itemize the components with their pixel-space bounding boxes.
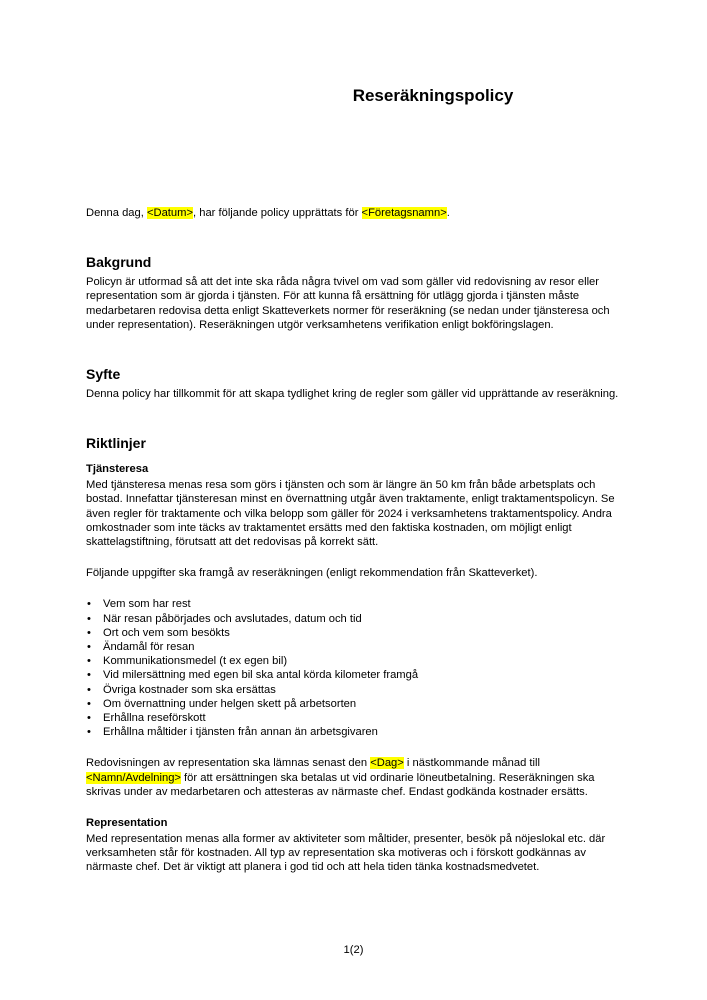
- bullet-icon: •: [87, 655, 91, 668]
- bullet-icon: •: [87, 641, 91, 654]
- tjansteresa-text: Med tjänsteresa menas resa som görs i tjänsten och som är längre än 50 km från både arbetsplats och bostad. Innefattar tjänsteresan minst en övernattning utgår även traktamente, enligt traktamentspolicyn. Se även regler för traktamente och vilka belopp som gäller för 2024 i verksamhetens traktamentspolicy. Andra omkostnader som inte täcks av traktamentet ersätts med den faktiska kostnaden, om möjligt enligt skattelagstiftning, förutsatt att det redovisas på korrekt sätt.: [86, 479, 615, 549]
- section-heading-syfte: Syfte: [86, 366, 121, 383]
- bullet-icon: •: [87, 712, 91, 725]
- intro-text: Denna dag,: [86, 207, 147, 219]
- list-item: • Erhållna reseförskott: [87, 712, 206, 725]
- list-intro: Följande uppgifter ska framgå av reseräkningen (enligt rekommendation från Skatteverket).: [86, 567, 538, 580]
- list-item: • Ort och vem som besökts: [87, 626, 230, 639]
- bullet-icon: •: [87, 697, 91, 710]
- bullet-icon: •: [87, 598, 91, 611]
- list-item: • Kommunikationsmedel (t ex egen bil): [87, 655, 288, 668]
- intro-text: , har följande policy upprättats för: [193, 207, 362, 219]
- redovisning-text: i nästkommande månad till: [403, 757, 540, 770]
- requirements-list: [86, 597, 621, 739]
- day-placeholder: <Dag>: [370, 757, 404, 770]
- bullet-icon: •: [87, 683, 91, 696]
- list-item: • Om övernattning under helgen skett på arbetsorten: [87, 697, 357, 710]
- document-body: [86, 206, 621, 875]
- redovisning-text: Redovisningen av representation ska lämnas senast den: [86, 757, 371, 770]
- subheading-representation: Representation: [86, 817, 168, 830]
- date-placeholder: <Datum>: [146, 207, 193, 219]
- department-placeholder: <Namn/Avdelning>: [86, 771, 181, 784]
- section-heading-riktlinjer: Riktlinjer: [86, 435, 146, 452]
- redovisning-text: för att ersättningen ska betalas ut vid ordinarie löneutbetalning. Reseräkningen ska skrivas under av medarbetaren och attesteras av närmaste chef. Endast godkända kostnader ersätts.: [86, 771, 595, 798]
- bullet-icon: •: [87, 669, 91, 682]
- section-heading-bakgrund: Bakgrund: [86, 254, 152, 271]
- subheading-tjansteresa: Tjänsteresa: [86, 463, 149, 476]
- page-number: 1(2): [343, 944, 364, 956]
- bullet-icon: •: [87, 626, 91, 639]
- bakgrund-text: Policyn är utformad så att det inte ska råda några tvivel om vad som gäller vid redovisning av resor eller representation som är gjorda i tjänsten. För att kunna få ersättning för utlägg gjorda i tjänsten måste medarbetaren redovisa detta enligt Skatteverkets normer för reseräkning (se nedan under tjänsteresa och under representation). Reseräkningen utgör verksamhetens verifikation enligt bokföringslagen.: [86, 276, 610, 331]
- list-item: • Övriga kostnader som ska ersättas: [87, 683, 276, 696]
- page-title: Reseräkningspolicy: [352, 86, 514, 105]
- syfte-text: Denna policy har tillkommit för att skapa tydlighet kring de regler som gäller vid upprättande av reseräkning.: [86, 388, 619, 401]
- company-placeholder: <Företagsnamn>: [361, 207, 447, 219]
- representation-text: Med representation menas alla former av aktiviteter som måltider, presenter, besök på nöjeslokal etc. där verksamheten står för kostnaden. All typ av representation ska motiveras och i förskott godkännas av närmaste chef. Det är viktigt att planera i god tid och att hela tiden tänka kostnadsmedvetet.: [86, 833, 606, 874]
- list-item: • Vem som har rest: [87, 598, 191, 611]
- list-item: • Vid milersättning med egen bil ska antal körda kilometer framgå: [87, 669, 419, 682]
- bullet-icon: •: [87, 726, 91, 739]
- list-item: • När resan påbörjades och avslutades, datum och tid: [87, 612, 362, 625]
- list-item: • Ändamål för resan: [87, 641, 195, 654]
- bullet-icon: •: [87, 612, 91, 625]
- intro-paragraph: [86, 206, 621, 220]
- list-item: • Erhållna måltider i tjänsten från annan än arbetsgivaren: [87, 726, 378, 739]
- redovisning-paragraph: [86, 756, 621, 799]
- intro-text: .: [446, 207, 450, 219]
